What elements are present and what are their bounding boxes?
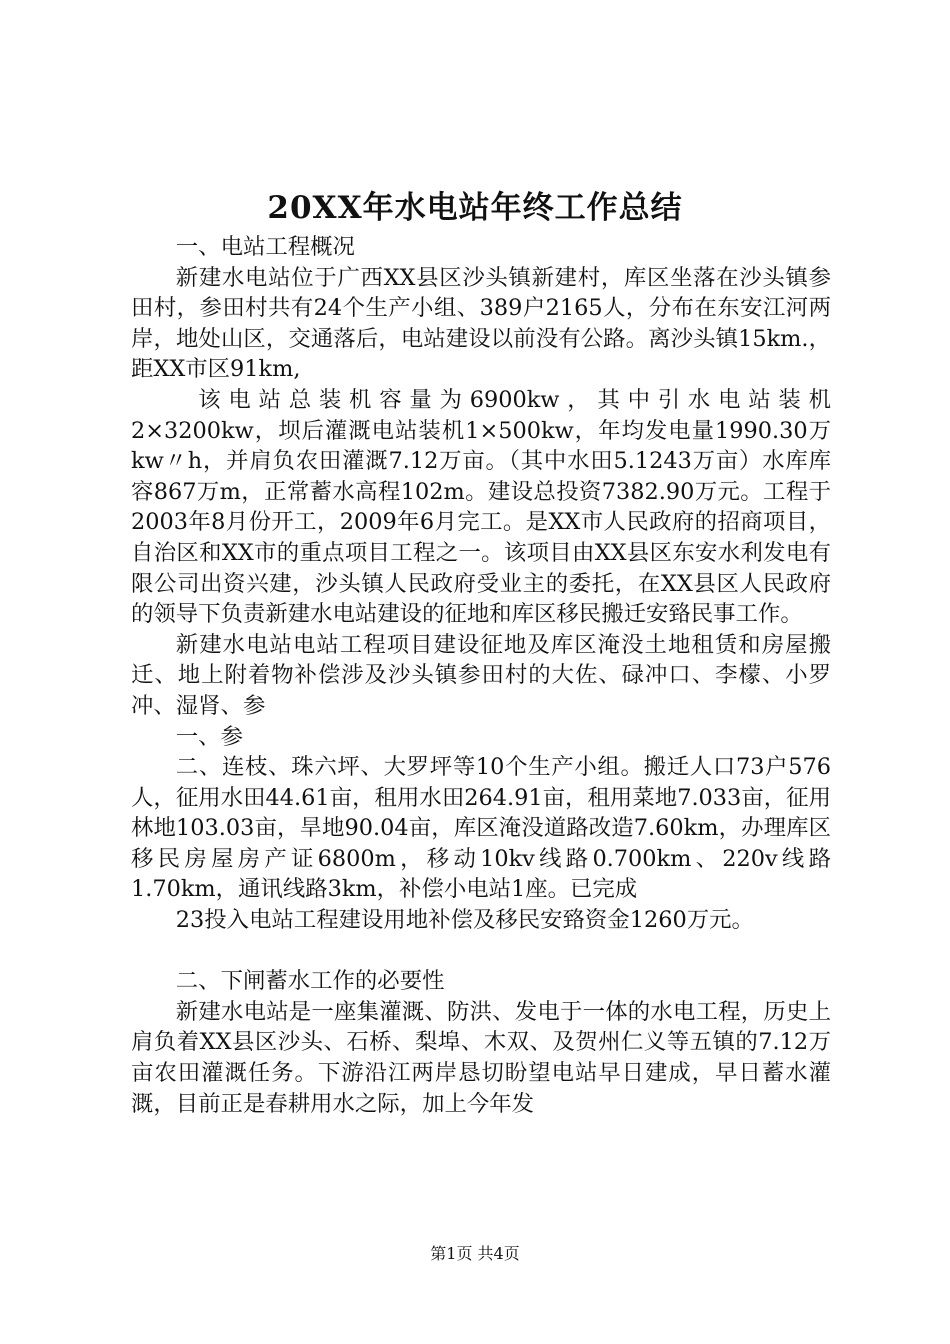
document-body <box>131 232 831 1119</box>
paragraph: 新建水电站是一座集灌溉、防洪、发电于一体的水电工程，历史上肩负着XX县区沙头、石桥、梨埠、木双、及贺州仁义等五镇的7.12万亩农田灌溉任务。下游沿江两岸恳切盼望电站早日建成，早日蓄水灌溉，目前正是春耕用水之际，加上今年发 <box>131 998 831 1117</box>
paragraph: 二、连枝、珠六坪、大罗坪等10个生产小组。搬迁人口73户576人，征用水田44.61亩，租用水田264.91亩，租用菜地7.033亩，征用林地103.03亩，旱地90.04亩，库区淹没道路改造7.60km，办理库区移民房屋房产证6800m，移动10kv线路0.700km、220v线路1.70km，通讯线路3km，补偿小电站1座。已完成 <box>131 754 831 903</box>
paragraph: 新建水电站位于广西XX县区沙头镇新建村，库区坐落在沙头镇参田村，参田村共有24个生产小组、389户2165人，分布在东安江河两岸，地处山区，交通落后，电站建设以前没有公路。离沙头镇15km.，距XX市区91km, <box>131 264 831 383</box>
blank-line <box>131 936 831 967</box>
paragraph: 一、参 <box>175 723 243 750</box>
section-heading-necessity: 二、下闸蓄水工作的必要性 <box>175 968 445 995</box>
section-heading-overview: 一、电站工程概况 <box>175 234 355 260</box>
paragraph: 23投入电站工程建设用地补偿及移民安臵资金1260万元。 <box>175 907 754 934</box>
document-title: 20XX年水电站年终工作总结 <box>267 190 683 226</box>
page-number-footer: 第1页 共4页 <box>430 1244 520 1263</box>
paragraph: 新建水电站电站工程项目建设征地及库区淹没土地租赁和房屋搬迁、地上附着物补偿涉及沙头镇参田村的大佐、碌冲口、李檬、小罗冲、湿肾、参 <box>131 631 831 719</box>
paragraph: 该电站总装机容量为6900kw，其中引水电站装机2×3200kw，坝后灌溉电站装机1×500kw，年均发电量1990.30万kw〃h，并肩负农田灌溉7.12万亩。（其中水田5.1243万亩）水库库容867万m，正常蓄水高程102m。建设总投资7382.90万元。工程于2003年8月份开工，2009年6月完工。是XX市人民政府的招商项目，自治区和XX市的重点项目工程之一。该项目由XX县区东安水利发电有限公司出资兴建，沙头镇人民政府受业主的委托，在XX县区人民政府的领导下负责新建水电站建设的征地和库区移民搬迁安臵民事工作。 <box>131 386 831 628</box>
